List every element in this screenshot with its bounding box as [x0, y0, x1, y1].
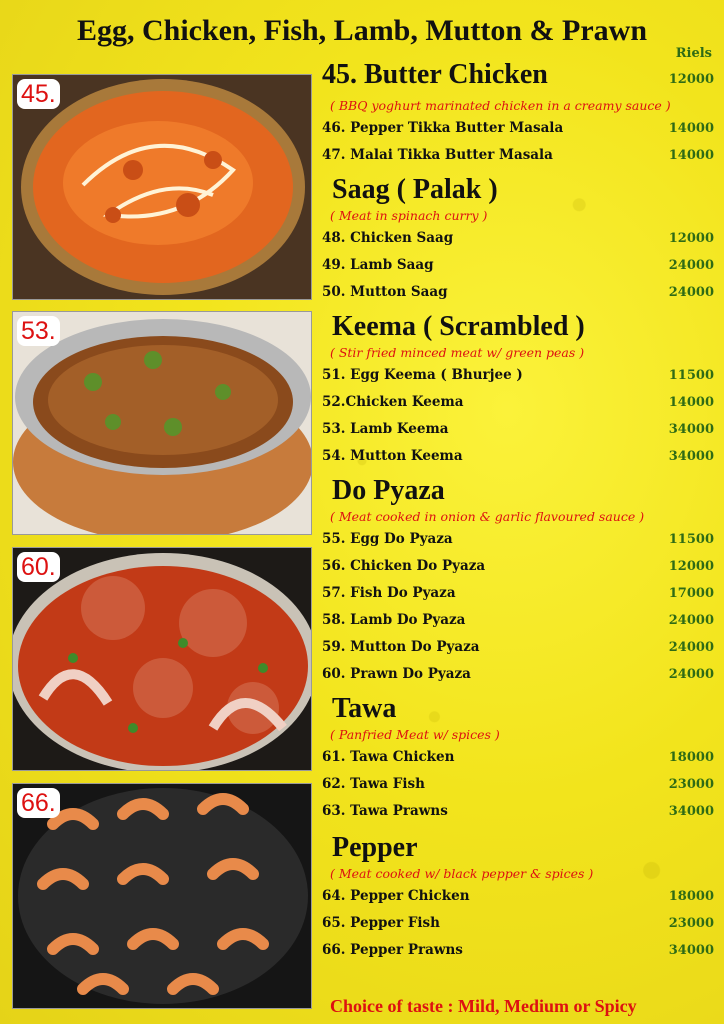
- menu-column: [322, 58, 714, 964]
- photo-badge: 60.: [17, 552, 60, 582]
- section-description: ( Meat cooked w/ black pepper & spices ): [330, 866, 594, 881]
- menu-item: 54. Mutton Keema 34000: [322, 448, 714, 464]
- section-title: Saag ( Palak ): [332, 174, 498, 205]
- section-title: Keema ( Scrambled ): [332, 311, 585, 342]
- butter-chicken-photo: [12, 74, 312, 300]
- pepper-prawns-image: [13, 784, 311, 1008]
- menu-item: 61. Tawa Chicken 18000: [322, 749, 714, 765]
- section-title: Pepper: [332, 832, 418, 863]
- section-tawa: [322, 692, 714, 825]
- section-do-pyaza: [322, 474, 714, 688]
- menu-item: 66. Pepper Prawns 34000: [322, 942, 714, 958]
- menu-item: 59. Mutton Do Pyaza 24000: [322, 639, 714, 655]
- menu-item: 52.Chicken Keema 14000: [322, 394, 714, 410]
- section-description: ( Meat in spinach curry ): [330, 208, 488, 223]
- menu-item: 58. Lamb Do Pyaza 24000: [322, 612, 714, 628]
- section-title: Do Pyaza: [332, 475, 445, 506]
- photo-badge: 66.: [17, 788, 60, 818]
- menu-item: 48. Chicken Saag 12000: [322, 230, 714, 246]
- menu-item: 57. Fish Do Pyaza 17000: [322, 585, 714, 601]
- section-saag: [322, 173, 714, 306]
- menu-item: 63. Tawa Prawns 34000: [322, 803, 714, 819]
- menu-item: 49. Lamb Saag 24000: [322, 257, 714, 273]
- menu-item: 62. Tawa Fish 23000: [322, 776, 714, 792]
- menu-item: 64. Pepper Chicken 18000: [322, 888, 714, 904]
- photo-badge: 53.: [17, 316, 60, 346]
- section-pepper: [322, 831, 714, 964]
- taste-choice-note: Choice of taste : Mild, Medium or Spicy: [330, 996, 637, 1016]
- menu-item: 55. Egg Do Pyaza 11500: [322, 531, 714, 547]
- menu-item: 56. Chicken Do Pyaza 12000: [322, 558, 714, 574]
- menu-item: 51. Egg Keema ( Bhurjee ) 11500: [322, 367, 714, 383]
- menu-item: 53. Lamb Keema 34000: [322, 421, 714, 437]
- do-pyaza-image: [13, 548, 311, 770]
- menu-item: 60. Prawn Do Pyaza 24000: [322, 666, 714, 682]
- menu-item: 50. Mutton Saag 24000: [322, 284, 714, 300]
- menu-item: 65. Pepper Fish 23000: [322, 915, 714, 931]
- section-title: 45. Butter Chicken: [322, 59, 548, 90]
- keema-image: [13, 312, 311, 534]
- section-description: ( BBQ yoghurt marinated chicken in a creamy sauce ): [330, 98, 671, 113]
- section-description: ( Panfried Meat w/ spices ): [330, 727, 500, 742]
- photo-badge: 45.: [17, 79, 60, 109]
- currency-label: Riels: [675, 46, 712, 61]
- menu-item: 46. Pepper Tikka Butter Masala 14000: [322, 120, 714, 136]
- item-price: 12000: [668, 72, 714, 87]
- pepper-prawns-photo: [12, 783, 312, 1009]
- section-title: Tawa: [332, 693, 397, 724]
- section-keema: [322, 310, 714, 470]
- butter-chicken-image: [13, 75, 311, 299]
- do-pyaza-photo: [12, 547, 312, 771]
- section-description: ( Stir fried minced meat w/ green peas ): [330, 345, 585, 360]
- section-description: ( Meat cooked in onion & garlic flavoured sauce ): [330, 509, 645, 524]
- keema-photo: [12, 311, 312, 535]
- section-butter-chicken: [322, 58, 714, 169]
- page-title: Egg, Chicken, Fish, Lamb, Mutton & Prawn: [76, 14, 648, 47]
- menu-item: 47. Malai Tikka Butter Masala 14000: [322, 147, 714, 163]
